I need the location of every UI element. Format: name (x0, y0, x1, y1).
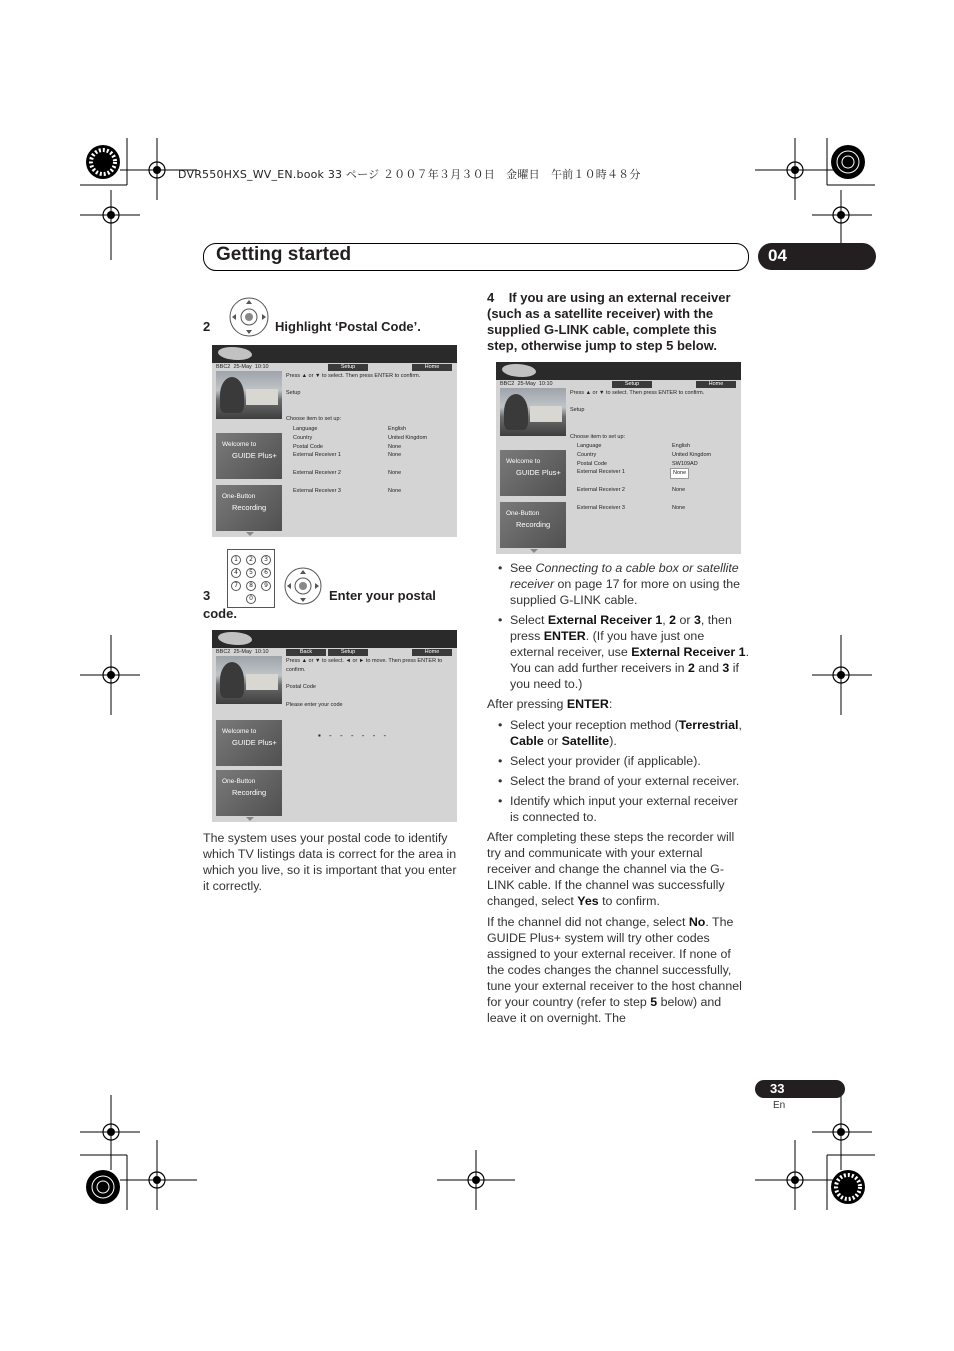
channel-info: BBC2 25-May 10:10 (500, 381, 553, 387)
chapter-number-badge (758, 243, 876, 270)
step3-label-cont: code. (203, 606, 237, 621)
chapter-title: Getting started (216, 244, 352, 265)
paragraph-no-change: If the channel did not change, select No. The GUIDE Plus+ system will try other codes assigned to your external receiver. If none of the codes changes the channel successfully, tune your external receiver to the host channel for your country (refer to step 5 below) and leave it on overnight. The (487, 915, 742, 1025)
screen-heading: Setup (570, 407, 585, 413)
prompt-text: Please enter your code (286, 702, 343, 708)
list-item: • Select the brand of your external receiver. (487, 773, 749, 789)
tv-preview-image (500, 388, 566, 436)
postal-code-explanation: The system uses your postal code to identify which TV listings data is correct for the area in which you live, so it is important that you enter it correctly. (203, 831, 457, 893)
screen-topbar (212, 630, 457, 648)
menu-row: Country (577, 452, 597, 458)
choose-text: Choose item to set up: (570, 434, 626, 440)
instruction-text: Press ▲ or ▼ to select. ◄ or ► to move. Then press ENTER to confirm. (286, 658, 443, 673)
menu-value: None (388, 444, 402, 450)
guide-plus-logo (218, 347, 252, 360)
jog-dial-icon (283, 566, 323, 606)
guide-plus-logo (502, 364, 536, 377)
instruction-text: Press ▲ or ▼ to select. Then press ENTER to confirm. (570, 390, 705, 396)
tab-setup: Setup (328, 364, 368, 371)
menu-row: External Receiver 3 (293, 488, 341, 494)
page-number-badge (755, 1080, 845, 1098)
screen-heading: Setup (286, 390, 301, 396)
setup-screen-2 (496, 362, 741, 554)
ad-panel-welcome: Welcome to GUIDE Plus+ (216, 720, 282, 766)
list-item: • Select External Receiver 1, 2 or 3, then press ENTER. (If you have just one external receiver, use External Receiver 1. You can add further receivers in 2 and 3 if you need to.) (487, 612, 749, 692)
jog-dial-icon (228, 296, 270, 338)
right-column-text (487, 560, 749, 1026)
menu-row: Language (577, 443, 602, 449)
menu-value: None (388, 452, 402, 458)
list-item: • Select your provider (if applicable). (487, 753, 749, 769)
list-item: • See Connecting to a cable box or satellite receiver on page 17 for more on using the supplied G-LINK cable. (487, 560, 749, 608)
step4-heading: 4 If you are using an external receiver (such as a satellite receiver) with the supplied G-LINK cable, complete this step, otherwise jump to step 5 below. (487, 290, 731, 353)
postal-code-entry: ▪ - - - - - - (318, 731, 390, 740)
menu-row: External Receiver 2 (293, 470, 341, 476)
menu-value: SW109AD (672, 461, 698, 467)
channel-info: BBC2 25-May 10:10 (216, 649, 269, 655)
menu-value: United Kingdom (672, 452, 712, 458)
menu-value: None (672, 487, 686, 493)
screen-topbar (496, 362, 741, 380)
tab-back: Back (286, 649, 326, 656)
step2-label: Highlight ‘Postal Code’. (275, 319, 421, 334)
ad-panel-welcome: Welcome to GUIDE Plus+ (500, 450, 566, 496)
page-number: 33 (770, 1081, 785, 1096)
menu-row: External Receiver 3 (577, 505, 625, 511)
ad-panel-welcome: Welcome to GUIDE Plus+ (216, 433, 282, 479)
tv-preview-image (216, 371, 282, 419)
ad-panel-recording: One-Button Recording (216, 485, 282, 531)
ad-panel-recording: One-Button Recording (500, 502, 566, 548)
tab-setup: Setup (612, 381, 652, 388)
scroll-down-icon (246, 817, 254, 821)
step3-number: 3 (203, 588, 211, 603)
menu-row: External Receiver 2 (577, 487, 625, 493)
after-enter-bullets (487, 717, 749, 825)
tab-home: Home (696, 381, 736, 388)
menu-value: United Kingdom (388, 435, 428, 441)
tv-preview-image (216, 656, 282, 704)
menu-row: Language (293, 426, 318, 432)
language-code: En (773, 1100, 786, 1111)
screen-topbar (212, 345, 457, 363)
after-pressing-text: After pressing ENTER: (487, 697, 613, 711)
menu-row: External Receiver 1 (293, 452, 341, 458)
menu-value: None (672, 505, 686, 511)
ad-panel-recording: One-Button Recording (216, 770, 282, 816)
channel-info: BBC2 25-May 10:10 (216, 364, 269, 370)
list-item: • Identify which input your external receiver is connected to. (487, 793, 749, 825)
menu-row: Country (293, 435, 313, 441)
menu-row: Postal Code (577, 461, 607, 467)
tab-home: Home (412, 649, 452, 656)
menu-value: English (672, 443, 691, 449)
choose-text: Choose item to set up: (286, 416, 342, 422)
scroll-down-icon (246, 532, 254, 536)
postal-code-screen (212, 630, 457, 822)
step2-number: 2 (203, 319, 211, 334)
step3-label: Enter your postal (329, 588, 436, 603)
tab-setup: Setup (328, 649, 368, 656)
number-keypad-icon: 1 2 3 4 5 6 7 8 9 0 (227, 549, 275, 608)
chapter-number: 04 (768, 246, 787, 265)
screen-heading: Postal Code (286, 684, 316, 690)
scroll-down-icon (530, 549, 538, 553)
menu-value: None (388, 470, 402, 476)
tab-home: Home (412, 364, 452, 371)
setup-screen-1 (212, 345, 457, 537)
menu-row: Postal Code (293, 444, 323, 450)
file-info-line: DVR550HXS_WV_EN.book 33 ページ ２００７年３月３０日 金曜日 午前１０時４８分 (178, 168, 641, 181)
menu-value: English (388, 426, 407, 432)
guide-plus-logo (218, 632, 252, 645)
menu-value: None (388, 488, 402, 494)
step4-bullets (487, 560, 749, 692)
instruction-text: Press ▲ or ▼ to select. Then press ENTER to confirm. (286, 373, 421, 379)
menu-row: External Receiver 1 (577, 469, 625, 475)
paragraph-confirm: After completing these steps the recorder will try and communicate with your external receiver and change the channel via the G-LINK cable. If the channel was successfully changed, select Yes to confirm. (487, 830, 735, 908)
menu-value-selected: None (670, 468, 689, 479)
list-item: • Select your reception method (Terrestrial, Cable or Satellite). (487, 717, 749, 749)
